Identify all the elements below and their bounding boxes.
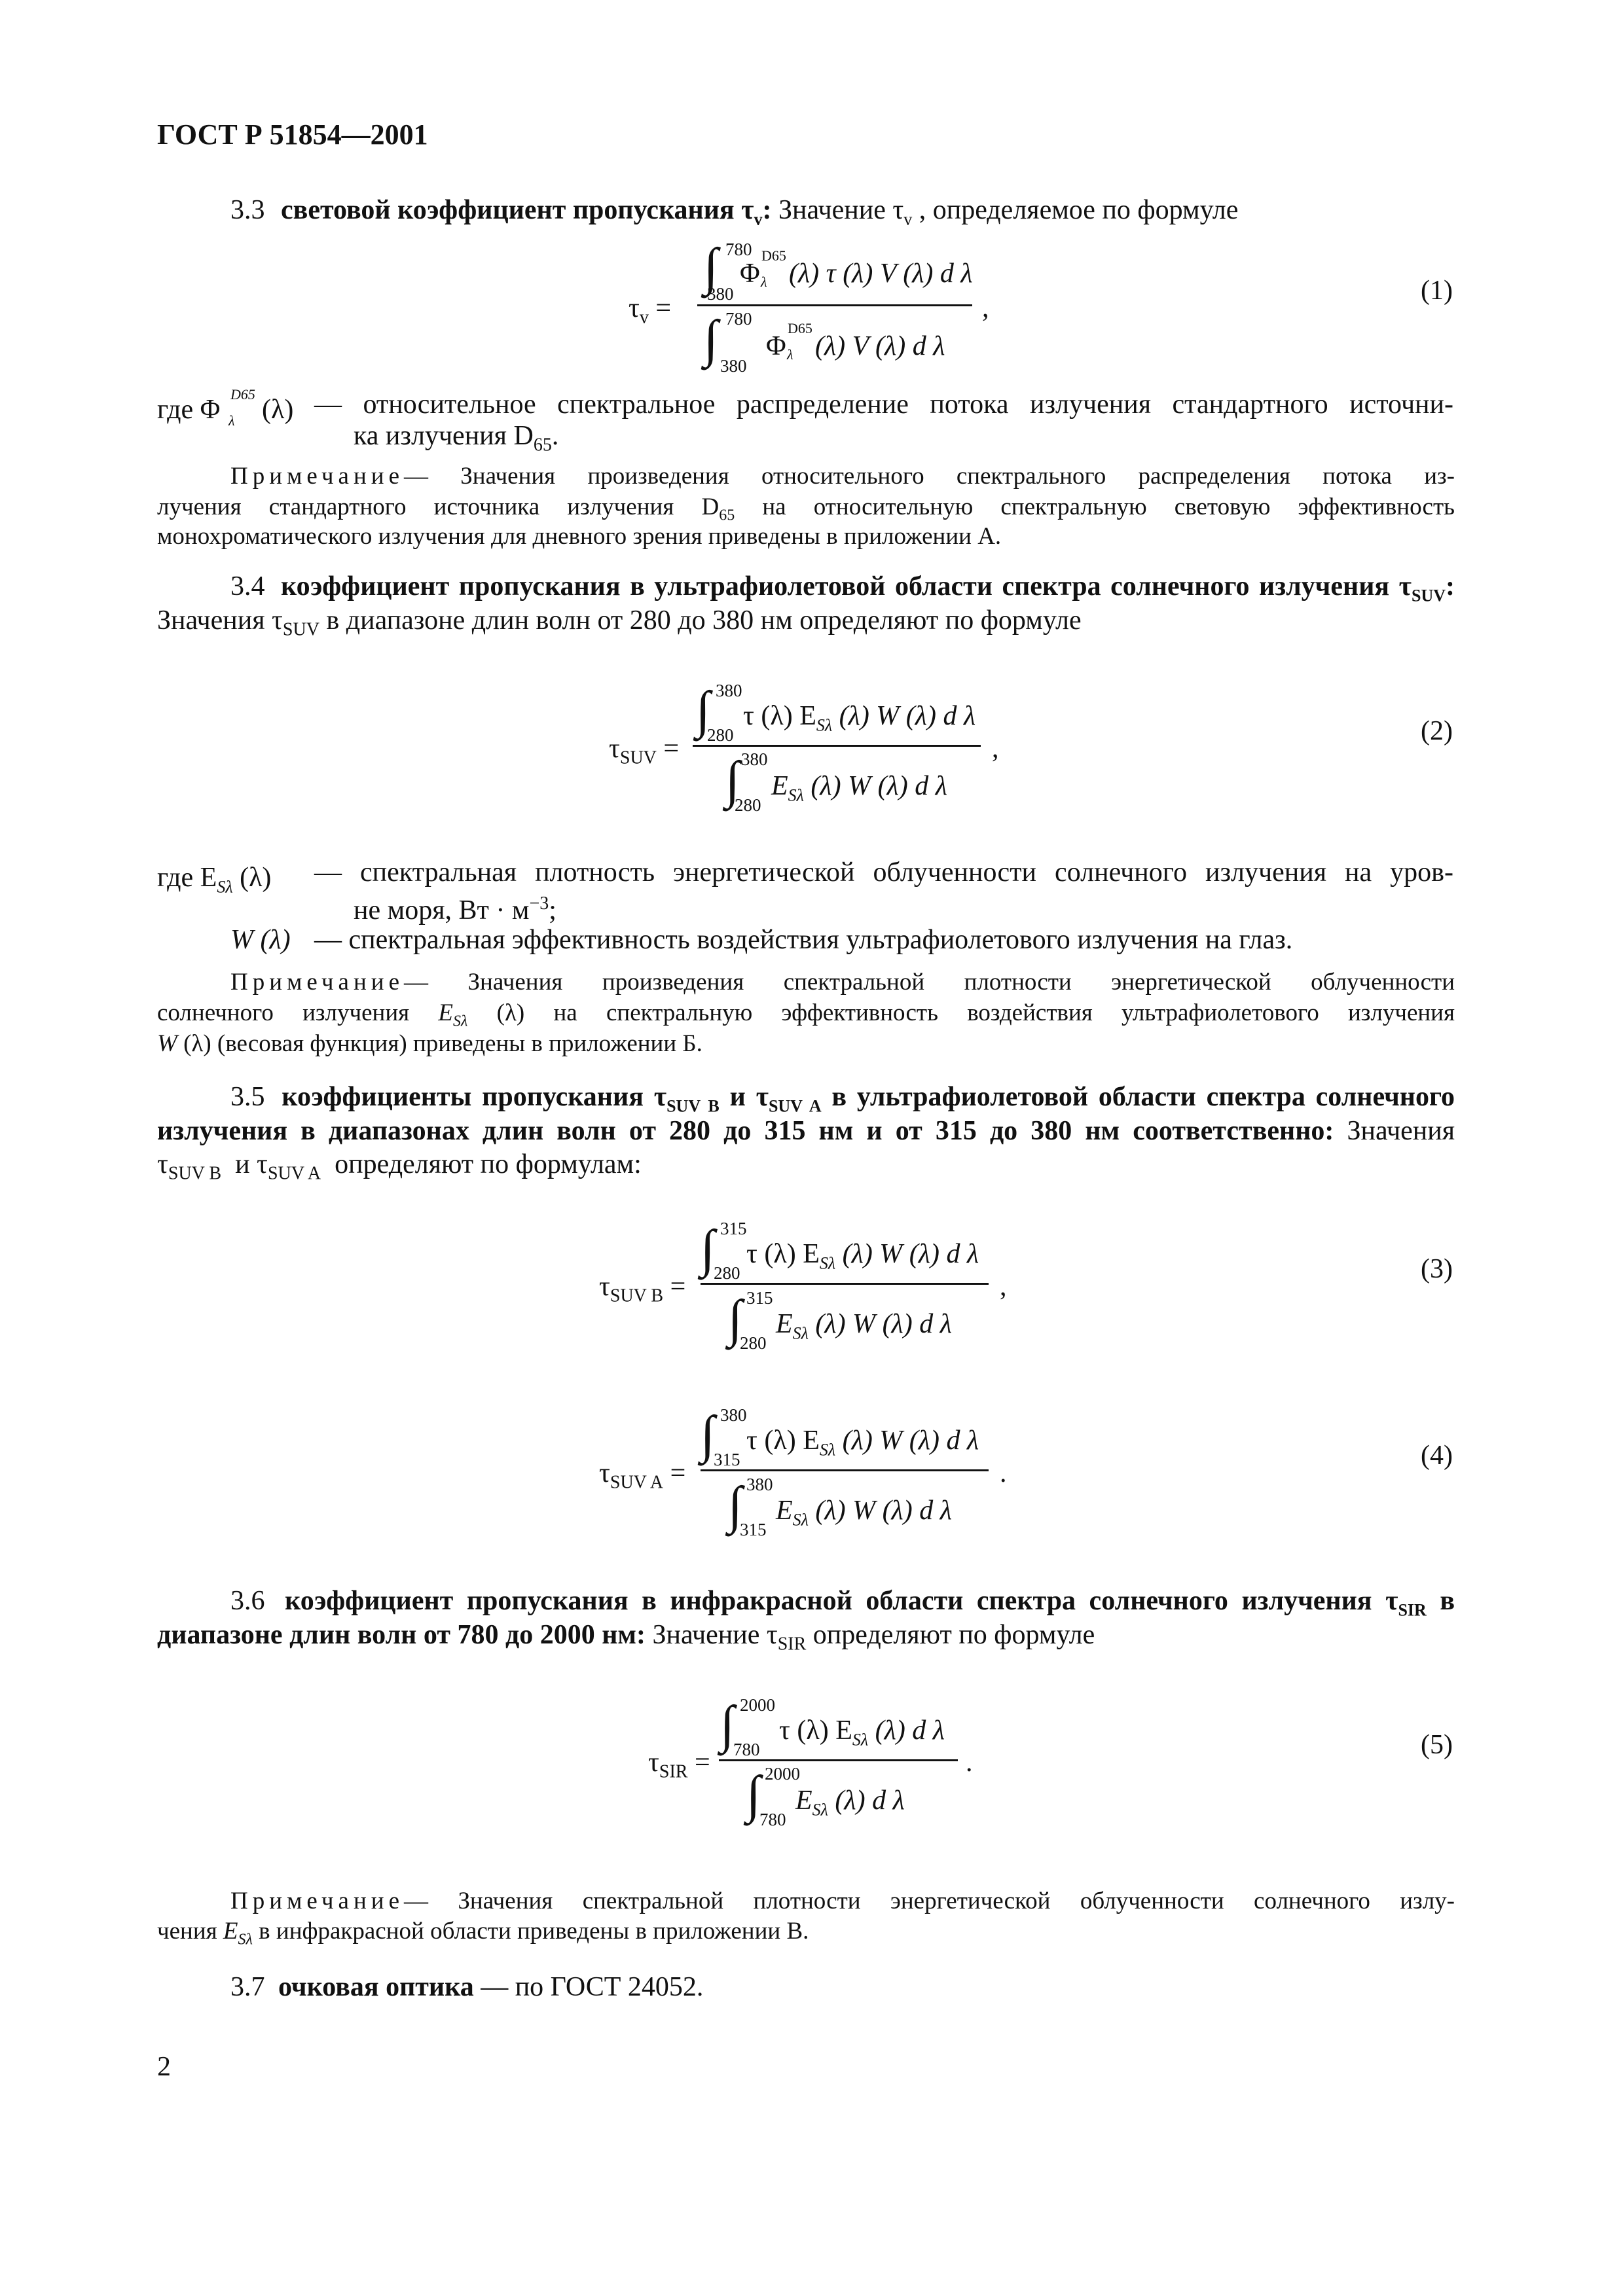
section-3-6-line-2: диапазоне длин волн от 780 до 2000 нм: Значение $\tau_{SIR}$ определяют по формуле — [157, 1620, 1095, 1655]
integral-sign: ∫ — [696, 681, 710, 739]
denominator-rest: (λ) V (λ) d λ — [815, 331, 945, 361]
equation-number: (3) — [1421, 1254, 1453, 1284]
integral-sign: ∫ — [701, 1406, 715, 1463]
upper-limit: 780 — [725, 309, 752, 329]
integral-sign: ∫ — [725, 751, 740, 809]
note-2-line-2: солнечного излучения $E_{S\lambda}$ (λ) на спектральную эффективность воздействия ультрафиолетового излучения — [157, 999, 1455, 1030]
integral-sign: ∫ — [704, 310, 718, 368]
note-3-line-1: Примечание— Значения спектральной плотности энергетической облученности солнечного излу- — [230, 1888, 1455, 1914]
integral-sign: ∫ — [704, 238, 718, 296]
phi: Φ — [766, 331, 786, 361]
fraction-bar — [701, 1469, 989, 1471]
where-1-definition-cont: не моря, Вт · $м^{-3}$; — [354, 893, 556, 925]
fraction-bar — [697, 304, 972, 306]
term: световой коэффициент пропускания τ — [281, 195, 754, 225]
note-1-line-1: Примечание— Значения произведения относительного спектрального распределения потока из- — [230, 463, 1455, 490]
phi-sup: D65 — [761, 247, 786, 264]
section-3-5-line-3: $\tau_{SUV B}$ и $\tau_{SUV A}$ определяют по формулам: — [157, 1149, 642, 1184]
note-1-line-2: лучения стандартного источника излучения $D_{65}$ на относительную спектральную световую эффективность — [157, 493, 1455, 524]
document-header: ГОСТ Р 51854—2001 — [157, 118, 428, 151]
section-3-5-line-2: излучения в диапазонах длин волн от 280 до 315 нм и от 315 до 380 нм соответственно: Значения — [157, 1116, 1455, 1146]
eq-lhs: τ — [629, 293, 640, 323]
phi: Φ — [740, 259, 760, 289]
equation-number: (4) — [1421, 1441, 1453, 1471]
lower-limit: 380 — [720, 356, 747, 376]
section-3-7: 3.7 очковая оптика — по ГОСТ 24052. — [230, 1972, 704, 2002]
intro-text: Значение τ — [778, 195, 904, 225]
equation-number: (5) — [1421, 1730, 1453, 1760]
integral-sign: ∫ — [728, 1290, 742, 1348]
lower-limit: 380 — [707, 284, 734, 304]
section-3-4-text: Значения $\tau_{SUV}$ в диапазоне длин волн от 280 до 380 нм определяют по формуле — [157, 605, 1082, 640]
phi-sup: D65 — [788, 320, 812, 336]
phi-sub: λ — [761, 274, 767, 290]
colon: : — [762, 195, 772, 225]
where-label: где Φ — [157, 395, 221, 425]
eq-punct: , — [982, 293, 989, 323]
intro-subscript: v — [903, 209, 913, 229]
fraction-bar — [719, 1759, 958, 1761]
eq-lhs-sub: v — [639, 307, 649, 328]
integral-sign: ∫ — [720, 1696, 735, 1753]
note-1-line-3: монохроматического излучения для дневного зрения приведены в приложении А. — [157, 523, 1002, 550]
where-definition: — относительное спектральное распределение потока излучения стандартного источни- — [314, 389, 1453, 420]
fraction-bar — [701, 1283, 989, 1285]
where-2-definition: — спектральная эффективность воздействия ультрафиолетового излучения на глаз. — [314, 925, 1293, 955]
where-sub: λ — [228, 412, 235, 429]
where-definition-cont: ка излучения $D_{65}$. — [354, 421, 559, 456]
where-1-definition: — спектральная плотность энергетической облученности солнечного излучения на уров- — [314, 857, 1453, 888]
section-3-5-heading: 3.5 коэффициенты пропускания $\tau_{SUV B}$ и $\tau_{SUV A}$ в ультрафиолетовой области спектра солнечного — [230, 1082, 1455, 1116]
note-2-line-1: Примечание— Значения произведения спектральной плотности энергетической облученности — [230, 969, 1455, 996]
fraction-bar — [693, 745, 981, 747]
integral-sign: ∫ — [746, 1766, 761, 1823]
intro-text-end: , определяемое по формуле — [919, 195, 1239, 225]
section-number: 3.3 — [230, 195, 265, 225]
where-sup: D65 — [230, 386, 255, 403]
section-3-6-heading: 3.6 коэффициент пропускания в инфракрасной области спектра солнечного излучения $\tau_{SIR}$ в — [230, 1586, 1455, 1620]
note-2-line-3: W (λ) (весовая функция) приведены в приложении Б. — [157, 1030, 702, 1057]
where-tail: (λ) — [262, 395, 294, 425]
phi-sub: λ — [787, 346, 793, 363]
section-3-3-heading — [230, 193, 1238, 236]
equation-number: (1) — [1421, 276, 1453, 306]
equation-number: (2) — [1421, 716, 1453, 746]
section-3-4-heading: 3.4 коэффициент пропускания в ультрафиолетовой области спектра солнечного излучения $\tau_{SUV}$: — [230, 571, 1455, 605]
integral-sign: ∫ — [728, 1477, 742, 1534]
page-number: 2 — [157, 2052, 171, 2082]
term-subscript: v — [754, 209, 763, 229]
where-1-label: где $E_{S\lambda}$ (λ) — [157, 863, 272, 897]
integral-sign: ∫ — [701, 1220, 715, 1278]
note-3-line-2: чения $E_{S\lambda}$ в инфракрасной области приведены в приложении В. — [157, 1918, 809, 1948]
upper-limit: 780 — [725, 240, 752, 259]
where-2-label: W (λ) — [230, 925, 291, 955]
numerator-rest: (λ) τ (λ) V (λ) d λ — [789, 259, 973, 289]
